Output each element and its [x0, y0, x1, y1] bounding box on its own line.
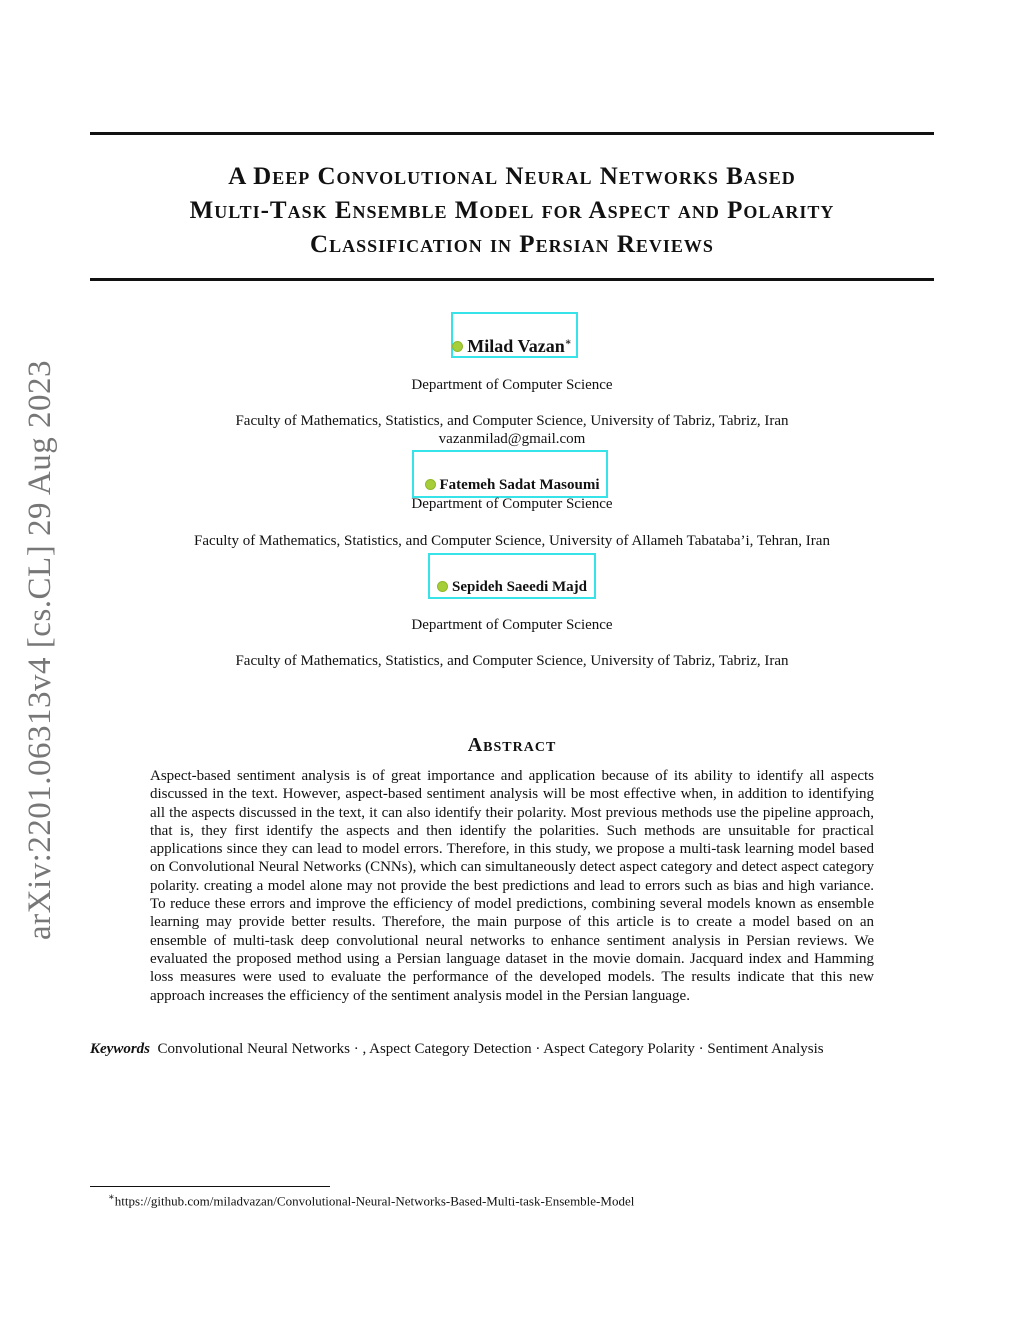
author-1-email: vazanmilad@gmail.com — [438, 431, 586, 447]
arxiv-stamp: arXiv:2201.06313v4 [cs.CL] 29 Aug 2023 — [22, 360, 58, 940]
keywords — [90, 1041, 824, 1058]
orcid-icon[interactable] — [425, 479, 436, 490]
abstract-body: Aspect-based sentiment analysis is of great importance and application because of its ability to identify all aspects discussed in the text. However, aspect-based sentiment analysis will be most effective when, in addition to identifying all the aspects discussed in the text, it can also identify their polarity. Most previous methods use the pipeline approach, that is, they first identify the aspects and then identify the polarities. Such methods are unsuitable for practical applications since they can lead to model errors. Therefore, in this study, we propose a multi-task learning model based on Convolutional Neural Networks (CNNs), which can simultaneously detect aspect category and detect aspect category polarity. creating a model alone may not provide the best predictions and lead to errors such as bias and high variance. To reduce these errors and improve the efficiency of model predictions, combining several models known as ensemble learning may provide better results. Therefore, the main purpose of this article is to create a model based on an ensemble of multi-task deep convolutional neural networks to enhance sentiment analysis in Persian reviews. We evaluated the proposed method using a Persian language dataset in the movie domain. Jacquard index and Hamming loss measures were used to evaluate the performance of the developed models. The results indicate that this new approach increases the efficiency of the sentiment analysis model in the Persian language. — [150, 768, 874, 1004]
author-name-1[interactable]: Milad Vazan — [467, 336, 565, 356]
author-footnote-marker: ∗ — [564, 337, 572, 348]
author-3 — [0, 579, 1024, 596]
title-line-3: Classification in Persian Reviews — [310, 231, 714, 258]
title-line-1: A Deep Convolutional Neural Networks Based — [228, 163, 796, 190]
keywords-label: Keywords — [90, 1041, 150, 1057]
author-1-affiliation: Faculty of Mathematics, Statistics, and Computer Science, University of Tabriz, Tabriz, Iran — [235, 413, 789, 429]
footnote-marker: ∗ — [108, 1192, 115, 1203]
author-1 — [0, 336, 1024, 357]
title-line-2: Multi-Task Ensemble Model for Aspect and Polarity — [189, 197, 835, 224]
author-2-affiliation: Faculty of Mathematics, Statistics, and Computer Science, University of Allameh Tabataba’i, Tehran, Iran — [194, 533, 830, 549]
orcid-icon[interactable] — [437, 581, 448, 592]
orcid-icon[interactable] — [452, 341, 463, 352]
title-rule-top — [90, 132, 934, 135]
author-name-3[interactable]: Sepideh Saeedi Majd — [451, 579, 587, 595]
abstract-heading: Abstract — [467, 734, 557, 756]
keywords-text: Convolutional Neural Networks · , Aspect Category Detection · Aspect Category Polarity · Sentiment Analysis — [157, 1041, 824, 1057]
paper-title — [90, 160, 934, 262]
author-2 — [0, 477, 1024, 494]
footnote — [108, 1192, 634, 1209]
title-rule-bottom — [90, 278, 934, 281]
author-3-department: Department of Computer Science — [411, 617, 613, 633]
footnote-url[interactable]: https://github.com/miladvazan/Convolutional-Neural-Networks-Based-Multi-task-Ensemble-Model — [114, 1193, 635, 1209]
author-1-department: Department of Computer Science — [411, 377, 613, 393]
author-name-2[interactable]: Fatemeh Sadat Masoumi — [439, 477, 600, 493]
footnote-rule — [90, 1186, 330, 1187]
author-3-affiliation: Faculty of Mathematics, Statistics, and Computer Science, University of Tabriz, Tabriz, Iran — [235, 653, 789, 669]
author-2-department: Department of Computer Science — [411, 496, 613, 512]
